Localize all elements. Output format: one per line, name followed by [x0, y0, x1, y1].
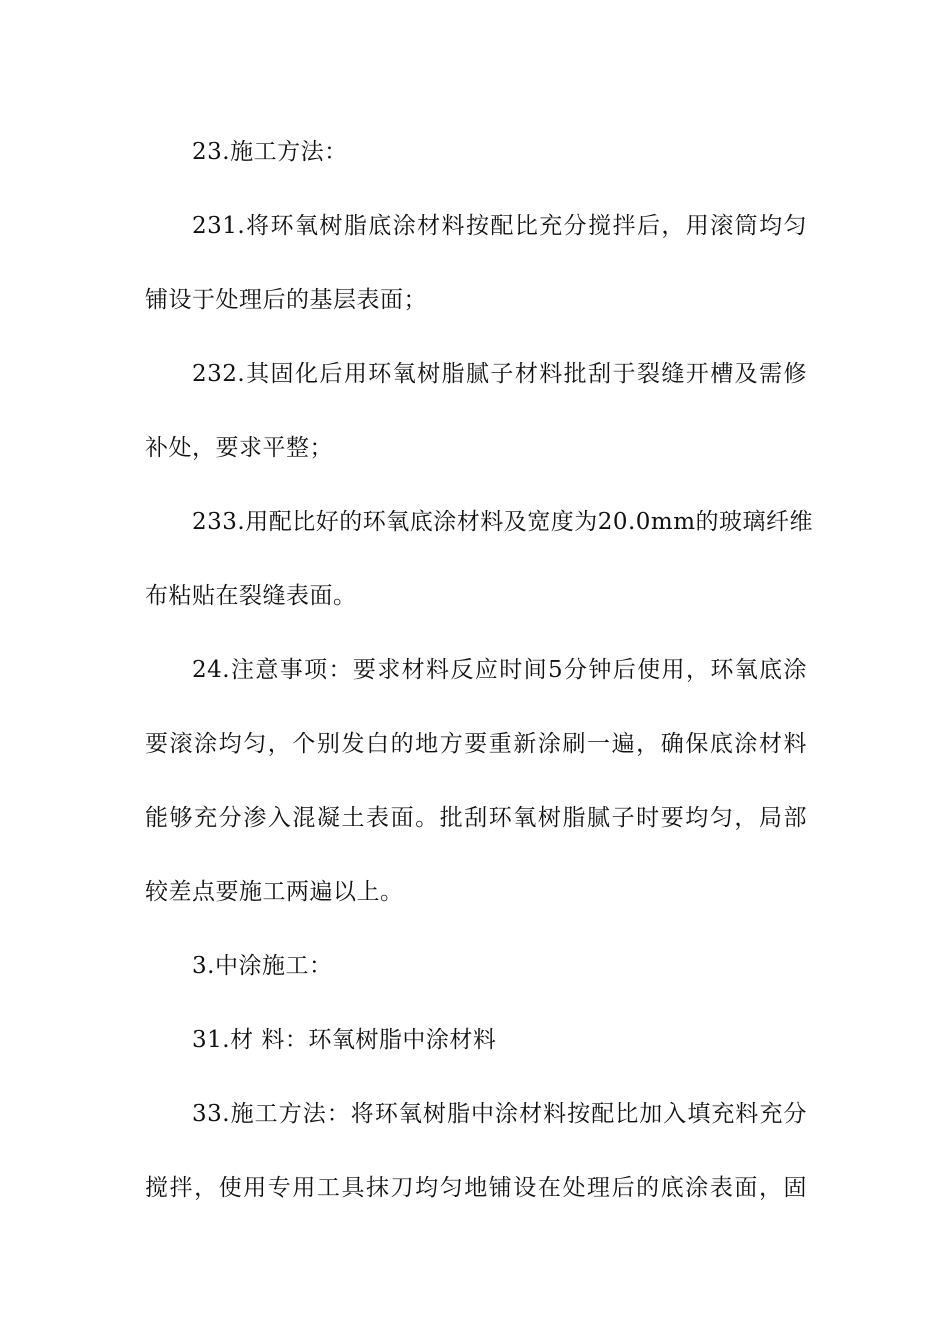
paragraph-line: 能够充分渗入混凝土表面。批刮环氧树脂腻子时要均匀，局部 — [145, 805, 807, 831]
paragraph-line: 较差点要施工两遍以上。 — [145, 879, 404, 905]
section-heading-2-3: 23.施工方法： — [192, 139, 348, 165]
section-heading-3: 3.中涂施工： — [192, 953, 333, 979]
paragraph-line: 232.其固化后用环氧树脂腻子材料批刮于裂缝开槽及需修 — [192, 361, 807, 387]
paragraph-line: 24.注意事项：要求材料反应时间5分钟后使用，环氧底涂 — [192, 657, 807, 683]
paragraph-line: 补处，要求平整； — [145, 435, 333, 461]
paragraph-line: 231.将环氧树脂底涂材料按配比充分搅拌后，用滚筒均匀 — [192, 213, 807, 239]
paragraph-line: 搅拌，使用专用工具抹刀均匀地铺设在处理后的底涂表面，固 — [145, 1175, 807, 1201]
paragraph-line: 铺设于处理后的基层表面； — [145, 287, 427, 313]
paragraph-line: 布粘贴在裂缝表面。 — [145, 583, 357, 609]
paragraph-line: 31.材 料：环氧树脂中涂材料 — [192, 1027, 497, 1053]
paragraph-line: 要滚涂均匀，个别发白的地方要重新涂刷一遍，确保底涂材料 — [145, 731, 807, 757]
paragraph-line: 33.施工方法：将环氧树脂中涂材料按配比加入填充料充分 — [192, 1101, 807, 1127]
paragraph-line: 233.用配比好的环氧底涂材料及宽度为20.0mm的玻璃纤维 — [192, 509, 814, 535]
